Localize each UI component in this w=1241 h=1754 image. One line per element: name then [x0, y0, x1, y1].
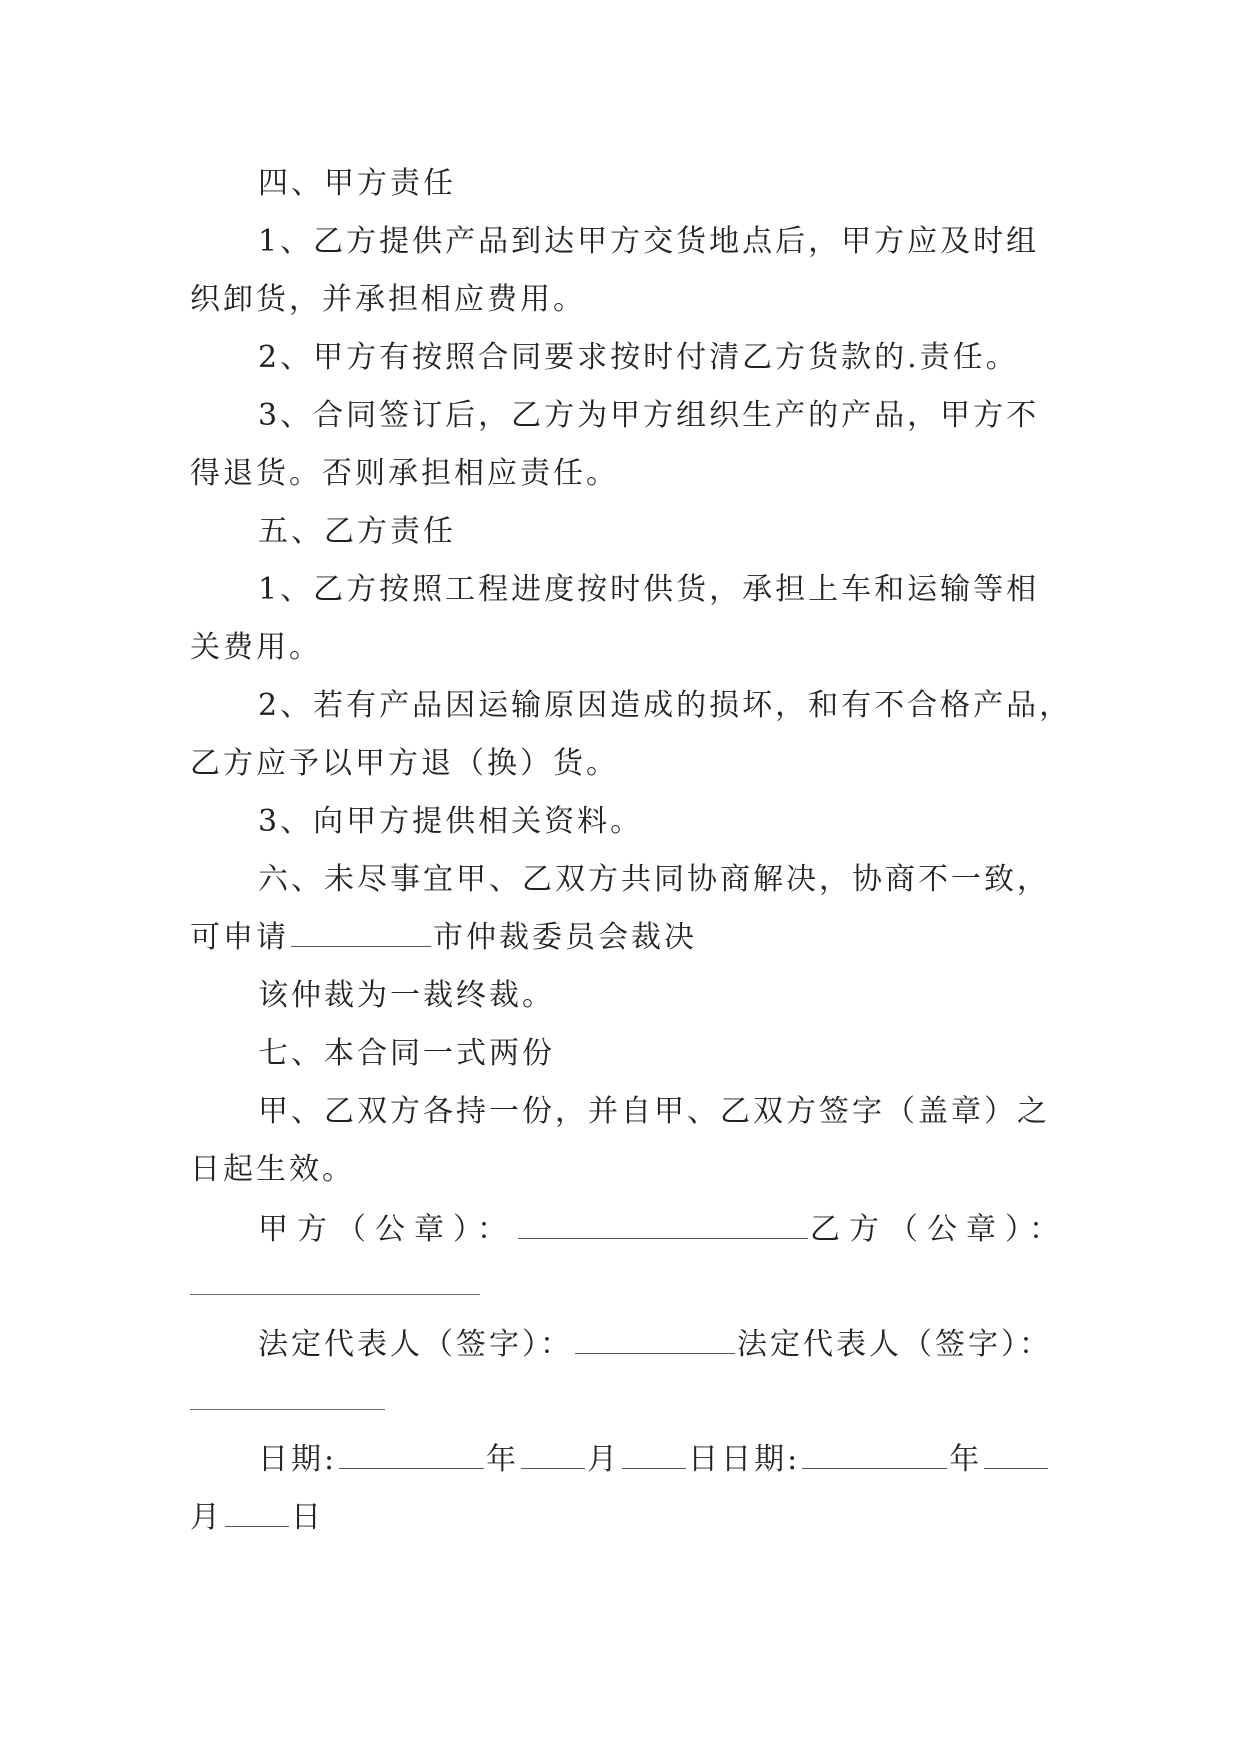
party-a-month-label: 月: [587, 1442, 621, 1477]
party-b-day-label: 日: [291, 1500, 324, 1535]
section-7-title: 七、本合同一式两份: [258, 1036, 555, 1071]
party-a-day-blank: [622, 1442, 686, 1469]
clause-4-2: 2、甲方有按照合同要求按时付清乙方货款的.责任。: [258, 340, 1019, 375]
party-b-seal-label: 乙方（公章）：: [810, 1212, 1068, 1247]
party-b-rep-label: 法定代表人（签字）：: [737, 1327, 1052, 1362]
section-6-apply-text: 可申请: [190, 920, 289, 955]
section-6-arbitration-text: 市仲裁委员会裁决: [433, 920, 697, 955]
party-a-year-label: 年: [486, 1442, 520, 1477]
section-6-line-1: 六、未尽事宜甲、乙双方共同协商解决，协商不一致，: [258, 862, 1050, 897]
section-6-line-3: 该仲裁为一裁终裁。: [258, 978, 555, 1013]
section-7-line-2: 日起生效。: [190, 1152, 355, 1187]
clause-5-1-line-2: 关费用。: [190, 630, 322, 665]
clause-5-2-line-1: 2、若有产品因运输原因造成的损坏，和有不合格产品，: [258, 688, 1073, 723]
party-b-seal-blank: [190, 1294, 480, 1295]
party-a-month-blank: [521, 1442, 585, 1469]
section-7-line-1: 甲、乙双方各持一份，并自甲、乙双方签字（盖章）之: [258, 1094, 1050, 1129]
party-a-rep-blank: [575, 1327, 735, 1354]
party-b-year-blank: [802, 1442, 947, 1469]
party-a-year-blank: [339, 1442, 484, 1469]
clause-4-3-line-1: 3、合同签订后，乙方为甲方组织生产的产品，甲方不: [258, 398, 1040, 433]
party-b-month-blank-a: [984, 1442, 1048, 1469]
section-5-title: 五、乙方责任: [258, 514, 456, 549]
party-a-date-label: 日期:: [258, 1442, 338, 1477]
clause-4-1-line-1: 1、乙方提供产品到达甲方交货地点后，甲方应及时组: [258, 224, 1040, 259]
party-b-day-blank: [225, 1500, 289, 1527]
clause-4-3-line-2: 得退货。否则承担相应责任。: [190, 456, 619, 491]
party-b-date-label: 日期:: [721, 1442, 801, 1477]
date-line: [258, 1440, 1128, 1480]
party-a-seal-label: 甲方（公章）：: [258, 1212, 516, 1247]
clause-5-1-line-1: 1、乙方按照工程进度按时供货，承担上车和运输等相: [258, 572, 1040, 607]
seal-line: [258, 1210, 1128, 1250]
clause-5-2-line-2: 乙方应予以甲方退（换）货。: [190, 746, 619, 781]
representative-line: [258, 1325, 1128, 1365]
party-a-day-label: 日: [688, 1442, 722, 1477]
party-b-rep-blank: [190, 1409, 385, 1410]
party-b-month-label: 月: [190, 1500, 223, 1535]
party-a-rep-label: 法定代表人（签字）：: [258, 1327, 573, 1362]
section-6-line-2: [190, 918, 1060, 958]
party-a-seal-blank: [518, 1212, 808, 1239]
city-blank: [291, 920, 431, 947]
clause-4-1-line-2: 织卸货，并承担相应费用。: [190, 282, 586, 317]
party-b-year-label: 年: [949, 1442, 983, 1477]
date-line-2: [190, 1498, 1060, 1538]
section-4-title: 四、甲方责任: [258, 166, 456, 201]
clause-5-3: 3、向甲方提供相关资料。: [258, 804, 644, 839]
